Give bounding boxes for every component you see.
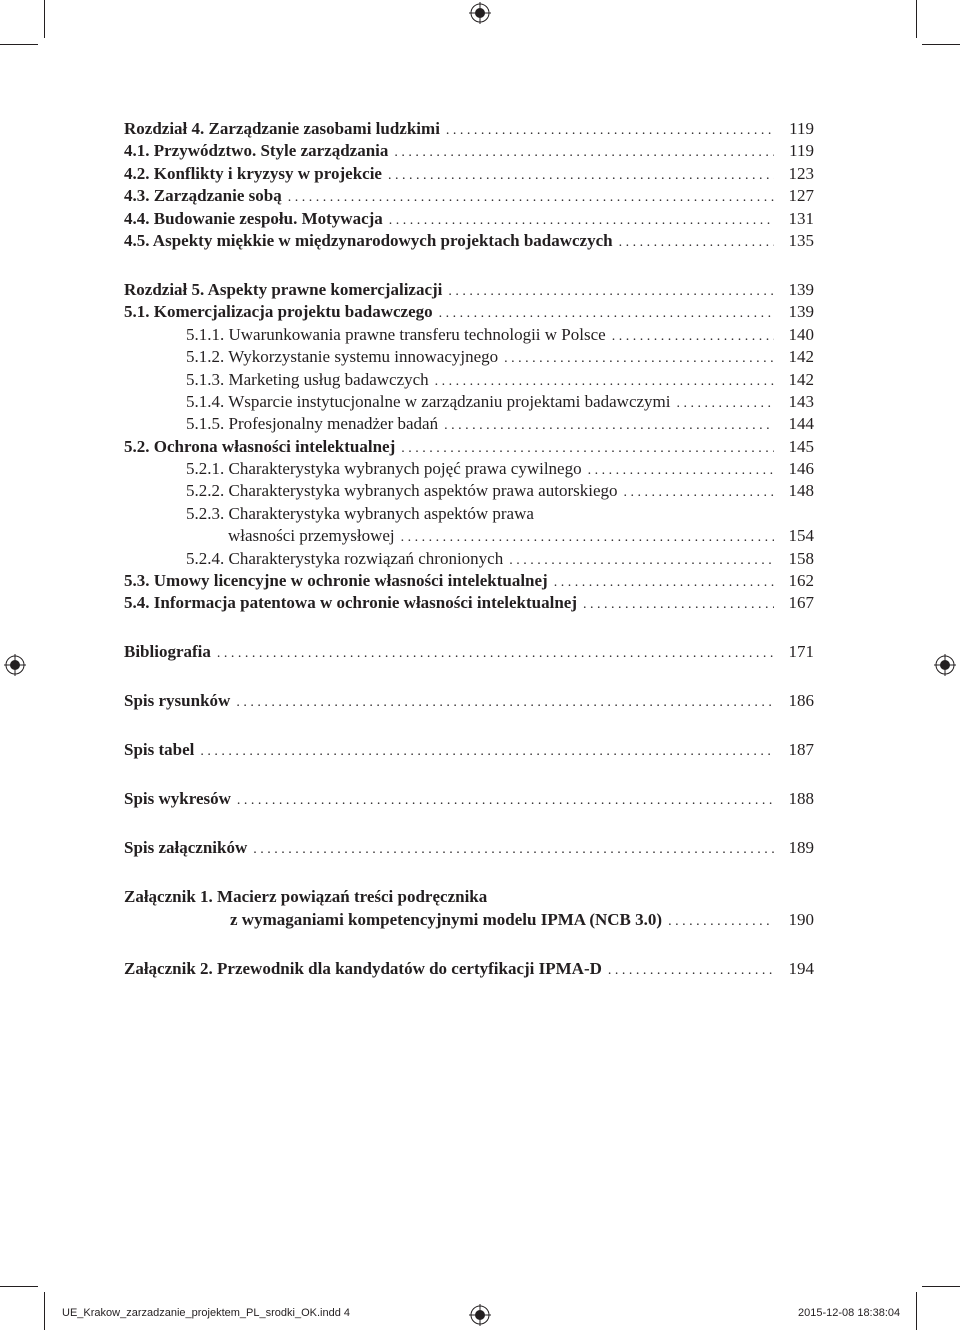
- toc-entry-title: Załącznik 2. Przewodnik dla kandydatów do certyfikacji IPMA-D: [124, 958, 602, 978]
- toc-entry-page: 119: [789, 141, 814, 161]
- toc-entry-title: Spis rysunków: [124, 691, 231, 711]
- leader-dots: [676, 393, 774, 415]
- table-of-contents: [124, 118, 814, 980]
- toc-entry-page: 123: [788, 163, 814, 183]
- leader-dots: [288, 187, 774, 209]
- leader-dots: [554, 572, 774, 594]
- toc-entry[interactable]: [124, 458, 814, 480]
- toc-entry[interactable]: [124, 163, 814, 185]
- leader-dots: [623, 482, 774, 504]
- toc-entry[interactable]: [124, 279, 814, 301]
- toc-entry-page: 127: [788, 186, 814, 206]
- toc-entry[interactable]: [124, 570, 814, 592]
- registration-mark-icon: [469, 1304, 491, 1326]
- toc-entry[interactable]: [124, 391, 814, 413]
- toc-entry-title: 4.4. Budowanie zespołu. Motywacja: [124, 208, 383, 228]
- toc-entry-title: Rozdział 4. Zarządzanie zasobami ludzkimi: [124, 119, 440, 138]
- crop-mark: [922, 44, 960, 45]
- leader-dots: [253, 839, 774, 861]
- toc-entry-title: Spis tabel: [124, 740, 195, 760]
- toc-entry-page: 188: [788, 789, 814, 809]
- toc-entry-page: 145: [788, 436, 814, 456]
- leader-dots: [608, 960, 774, 982]
- toc-entry-page: 140: [788, 324, 814, 344]
- leader-dots: [388, 165, 774, 187]
- toc-entry-title: 4.1. Przywództwo. Style zarządzania: [124, 141, 389, 161]
- toc-entry[interactable]: [124, 690, 814, 712]
- toc-entry-title: 5.2.4. Charakterystyka rozwiązań chronionych: [186, 548, 504, 568]
- toc-entry-title: Bibliografia: [124, 642, 211, 662]
- leader-dots: [588, 460, 774, 482]
- leader-dots: [448, 281, 774, 303]
- toc-entry[interactable]: [124, 909, 814, 931]
- leader-dots: [217, 643, 774, 665]
- leader-dots: [389, 210, 774, 232]
- toc-entry[interactable]: [124, 641, 814, 663]
- footer-filename: UE_Krakow_zarzadzanie_projektem_PL_srodki_OK.indd 4: [62, 1307, 350, 1319]
- footer-timestamp: 2015-12-08 18:38:04: [798, 1307, 901, 1319]
- toc-entry[interactable]: [124, 301, 814, 323]
- toc-entry[interactable]: [124, 436, 814, 458]
- toc-entry[interactable]: [124, 324, 814, 346]
- toc-entry-title: 5.1.3. Marketing usług badawczych: [186, 369, 429, 389]
- crop-mark: [0, 44, 38, 45]
- toc-entry-title: 5.1.5. Profesjonalny menadżer badań: [186, 414, 439, 434]
- toc-entry[interactable]: [124, 118, 814, 140]
- toc-entry-title: Spis wykresów: [124, 789, 231, 809]
- toc-entry-title: 5.1.1. Uwarunkowania prawne transferu technologii w Polsce: [186, 324, 606, 344]
- toc-entry-page: 142: [788, 369, 814, 389]
- crop-mark: [0, 1286, 38, 1287]
- toc-entry-title: własności przemysłowej: [228, 526, 395, 546]
- leader-dots: [444, 415, 774, 437]
- toc-entry[interactable]: [124, 837, 814, 859]
- leader-dots: [394, 142, 774, 164]
- toc-entry-title: 5.3. Umowy licencyjne w ochronie własności intelektualnej: [124, 571, 548, 591]
- toc-entry-page: 131: [788, 208, 814, 228]
- toc-entry[interactable]: [124, 480, 814, 502]
- toc-entry-page: 142: [788, 347, 814, 367]
- toc-entry-title: 4.5. Aspekty miękkie w międzynarodowych projektach badawczych: [124, 230, 613, 250]
- leader-dots: [439, 303, 774, 325]
- toc-entry-page: 167: [788, 593, 814, 613]
- toc-entry[interactable]: [124, 413, 814, 435]
- leader-dots: [236, 692, 774, 714]
- toc-entry-title: 4.3. Zarządzanie sobą: [124, 186, 282, 206]
- crop-mark: [922, 1286, 960, 1287]
- toc-entry-title: Rozdział 5. Aspekty prawne komercjalizacji: [124, 279, 443, 299]
- leader-dots: [401, 438, 774, 460]
- toc-entry-title: Załącznik 1. Macierz powiązań treści podręcznika: [124, 887, 488, 907]
- toc-entry-page: 144: [788, 414, 814, 434]
- toc-entry-page: 194: [788, 958, 814, 978]
- toc-entry[interactable]: [124, 886, 814, 908]
- toc-entry-page: 162: [788, 571, 814, 591]
- leader-dots: [504, 348, 774, 370]
- leader-dots: [200, 741, 774, 763]
- toc-entry-title: 5.1. Komercjalizacja projektu badawczego: [124, 302, 433, 322]
- toc-entry-page: 146: [788, 459, 814, 479]
- toc-entry-page: 119: [789, 119, 814, 138]
- toc-entry[interactable]: [124, 208, 814, 230]
- toc-entry[interactable]: [124, 503, 814, 525]
- leader-dots: [583, 594, 774, 616]
- registration-mark-icon: [934, 654, 956, 676]
- toc-entry-page: 139: [788, 279, 814, 299]
- leader-dots: [446, 120, 774, 142]
- toc-entry[interactable]: [124, 230, 814, 252]
- toc-entry-title: 5.1.2. Wykorzystanie systemu innowacyjnego: [186, 347, 499, 367]
- toc-entry-page: 189: [788, 838, 814, 858]
- leader-dots: [401, 527, 774, 549]
- crop-mark: [916, 0, 917, 38]
- crop-mark: [44, 1292, 45, 1330]
- toc-entry-page: 171: [788, 642, 814, 662]
- toc-entry-page: 186: [788, 691, 814, 711]
- leader-dots: [509, 550, 774, 572]
- toc-entry-page: 143: [788, 391, 814, 411]
- registration-mark-icon: [469, 2, 491, 24]
- toc-entry-title: 4.2. Konflikty i kryzysy w projekcie: [124, 163, 382, 183]
- registration-mark-icon: [4, 654, 26, 676]
- leader-dots: [619, 232, 774, 254]
- leader-dots: [668, 911, 774, 933]
- toc-entry-title: 5.2.3. Charakterystyka wybranych aspektów prawa: [186, 503, 534, 523]
- toc-entry-page: 139: [788, 302, 814, 322]
- leader-dots: [237, 790, 774, 812]
- toc-entry-title: 5.2.1. Charakterystyka wybranych pojęć prawa cywilnego: [186, 459, 582, 479]
- toc-entry[interactable]: [124, 369, 814, 391]
- toc-entry[interactable]: [124, 548, 814, 570]
- toc-entry-title: Spis załączników: [124, 838, 248, 858]
- toc-entry[interactable]: [124, 958, 814, 980]
- toc-entry[interactable]: [124, 140, 814, 162]
- crop-mark: [916, 1292, 917, 1330]
- leader-dots: [435, 371, 774, 393]
- toc-entry-page: 190: [788, 909, 814, 929]
- crop-mark: [44, 0, 45, 38]
- toc-entry-page: 148: [788, 481, 814, 501]
- toc-entry[interactable]: [124, 788, 814, 810]
- toc-entry[interactable]: [124, 525, 814, 547]
- toc-entry[interactable]: [124, 185, 814, 207]
- toc-entry-page: 154: [788, 526, 814, 546]
- toc-entry-title: 5.4. Informacja patentowa w ochronie własności intelektualnej: [124, 593, 577, 613]
- toc-entry-title: 5.1.4. Wsparcie instytucjonalne w zarządzaniu projektami badawczymi: [186, 391, 671, 411]
- toc-entry[interactable]: [124, 739, 814, 761]
- toc-entry-title: z wymaganiami kompetencyjnymi modelu IPMA (NCB 3.0): [230, 909, 663, 929]
- toc-entry-title: 5.2.2. Charakterystyka wybranych aspektów prawa autorskiego: [186, 481, 618, 501]
- toc-entry-title: 5.2. Ochrona własności intelektualnej: [124, 436, 396, 456]
- leader-dots: [612, 326, 774, 348]
- toc-entry[interactable]: [124, 592, 814, 614]
- toc-entry-page: 135: [788, 230, 814, 250]
- toc-entry[interactable]: [124, 346, 814, 368]
- toc-entry-page: 187: [788, 740, 814, 760]
- toc-entry-page: 158: [788, 548, 814, 568]
